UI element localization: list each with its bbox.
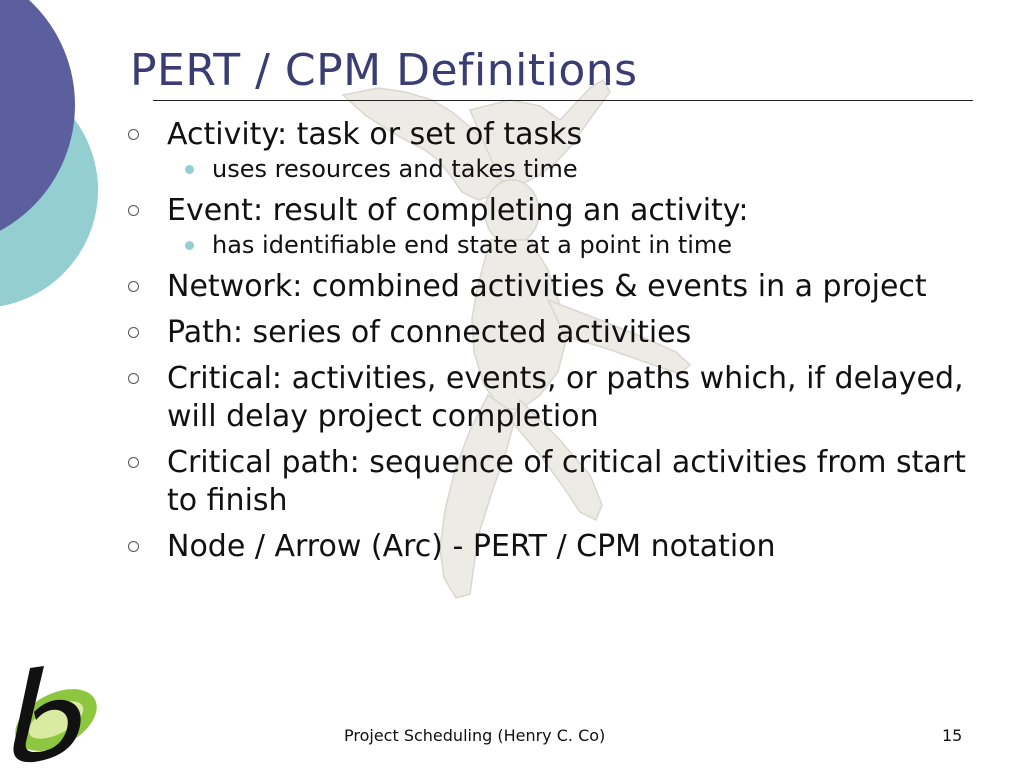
slide-title: PERT / CPM Definitions (130, 45, 638, 96)
page-number: 15 (942, 726, 963, 745)
footer-text: Project Scheduling (Henry C. Co) (344, 726, 606, 745)
sub-bullet-text: uses resources and takes time (212, 155, 578, 183)
bullet-item (128, 192, 998, 230)
bullet-text: Critical path: sequence of critical activities from start to finish (167, 445, 966, 518)
filled-circle-bullet-icon (185, 241, 194, 250)
bullet-item (128, 116, 998, 154)
bullet-text: Critical: activities, events, or paths which, if delayed, will delay project completion (167, 361, 964, 434)
bullet-list (128, 116, 998, 566)
bullet-item (128, 268, 998, 306)
hollow-circle-bullet-icon (128, 281, 139, 292)
hollow-circle-bullet-icon (128, 205, 139, 216)
bullet-item (128, 360, 998, 436)
bullet-text: Path: series of connected activities (167, 315, 692, 350)
bullet-text: Event: result of completing an activity: (167, 193, 749, 228)
sub-bullet-text: has identifiable end state at a point in time (212, 231, 733, 259)
bullet-text: Node / Arrow (Arc) - PERT / CPM notation (167, 529, 776, 564)
hollow-circle-bullet-icon (128, 373, 139, 384)
hollow-circle-bullet-icon (128, 457, 139, 468)
bullet-item (128, 314, 998, 352)
sub-bullet-item (128, 230, 998, 260)
hollow-circle-bullet-icon (128, 327, 139, 338)
bullet-item (128, 528, 998, 566)
bullet-item (128, 444, 998, 520)
hollow-circle-bullet-icon (128, 541, 139, 552)
sub-bullet-item (128, 154, 998, 184)
title-underline (153, 100, 973, 101)
filled-circle-bullet-icon (185, 165, 194, 174)
leaf-b-logo-icon (0, 662, 100, 766)
hollow-circle-bullet-icon (128, 129, 139, 140)
bullet-text: Network: combined activities & events in a project (167, 269, 927, 304)
bullet-text: Activity: task or set of tasks (167, 117, 583, 152)
